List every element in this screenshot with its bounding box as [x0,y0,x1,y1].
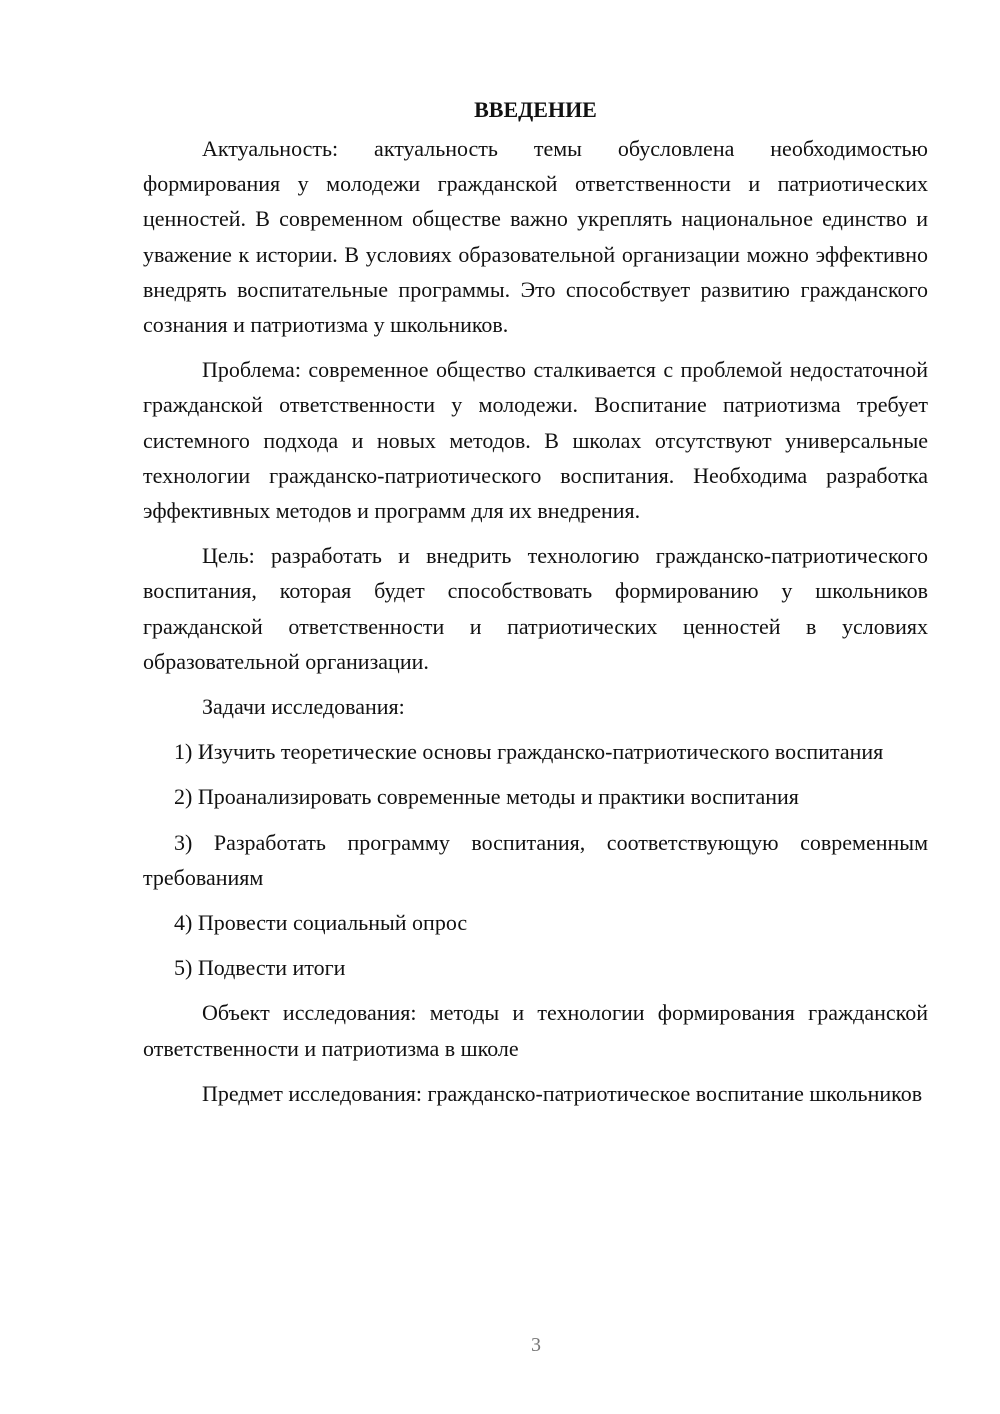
paragraph-relevance: Актуальность: актуальность темы обусловлена необходимостью формирования у молодежи гражданской ответственности и патриотических ценностей. В современном обществе важно укреплять национальное единство и уважение к истории. В условиях образовательной организации можно эффективно внедрять воспитательные программы. Это способствует развитию гражданского сознания и патриотизма у школьников. [143,136,928,338]
task-item-5: 5) Подвести итоги [174,955,346,981]
task-item-1: 1) Изучить теоретические основы гражданско-патриотического воспитания [174,739,884,765]
paragraph-goal: Цель: разработать и внедрить технологию гражданско-патриотического воспитания, которая будет способствовать формированию у школьников гражданской ответственности и патриотических ценностей в условиях образовательной организации. [143,543,928,674]
paragraph-problem: Проблема: современное общество сталкивается с проблемой недостаточной гражданской ответственности у молодежи. Воспитание патриотизма требует системного подхода и новых методов. В школах отсутствуют универсальные технологии гражданско-патриотического воспитания. Необходима разработка эффективных методов и программ для их внедрения. [143,357,928,524]
task-item-4: 4) Провести социальный опрос [174,910,468,936]
task-item-3: 3) Разработать программу воспитания, соответствующую современным требованиям [143,829,928,890]
document-page [143,92,928,1121]
task-item-2: 2) Проанализировать современные методы и практики воспитания [174,784,799,810]
section-title: ВВЕДЕНИЕ [474,97,597,122]
paragraph-subject: Предмет исследования: гражданско-патриотическое воспитание школьников [202,1080,923,1106]
paragraph-object: Объект исследования: методы и технологии формирования гражданской ответственности и патриотизма в школе [143,1000,928,1061]
page-number: 3 [531,1334,541,1356]
tasks-heading: Задачи исследования: [202,694,405,720]
